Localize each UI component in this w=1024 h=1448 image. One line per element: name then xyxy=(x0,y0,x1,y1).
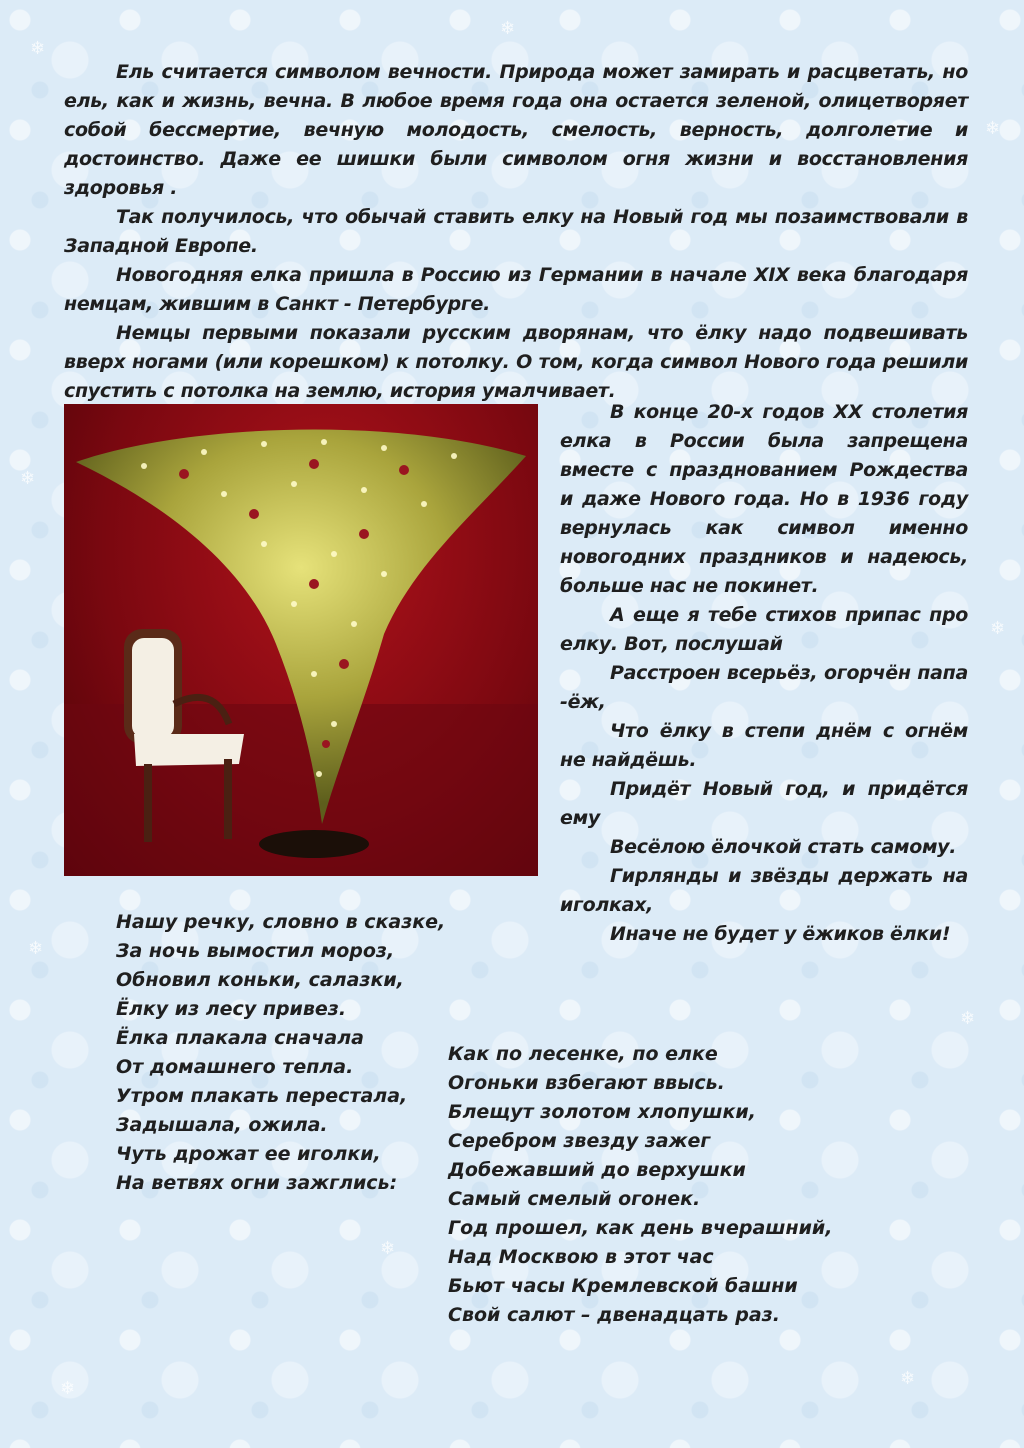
poem-line: Серебром звезду зажег xyxy=(448,1130,711,1152)
poem-line: Над Москвою в этот час xyxy=(448,1246,714,1268)
poem-line: Самый смелый огонек. xyxy=(448,1188,701,1210)
snowflake-icon: ❄ xyxy=(20,468,36,489)
poem-line: Утром плакать перестала, xyxy=(116,1085,408,1107)
poem-line: Задышала, ожила. xyxy=(116,1114,328,1136)
snowflake-icon: ❄ xyxy=(985,118,1001,139)
poem-line: На ветвях огни зажглись: xyxy=(116,1172,398,1194)
snowflake-icon: ❄ xyxy=(900,1368,916,1389)
snowflake-icon: ❄ xyxy=(960,1008,976,1029)
tree-illustration xyxy=(64,404,538,876)
side-paragraph: Расстроен всерьёз, огорчён папа -ёж, xyxy=(560,662,968,713)
snowflake-icon: ❄ xyxy=(990,618,1006,639)
intro-paragraph: Ель считается символом вечности. Природа может замирать и расцветать, но ель, как и жизнь, вечна. В любое время года она остается зеленой, олицетворяет собой бессмертие, вечную молодость, смелость, верность, долголетие и достоинство. Даже ее шишки были символом огня жизни и восстановления здоровья . xyxy=(64,61,968,199)
upside-down-tree-photo xyxy=(64,404,538,876)
snowflake-icon: ❄ xyxy=(380,1238,396,1259)
poem-right xyxy=(448,1040,868,1330)
snowflake-icon: ❄ xyxy=(500,18,516,39)
snowflake-icon: ❄ xyxy=(60,1378,76,1399)
poem-line: Свой салют – двенадцать раз. xyxy=(448,1304,780,1326)
poem-line: Обновил коньки, салазки, xyxy=(116,969,404,991)
intro-text xyxy=(64,58,968,406)
side-paragraph: Весёлою ёлочкой стать самому. xyxy=(610,836,957,858)
side-paragraph: Гирлянды и звёзды держать на иголках, xyxy=(560,865,968,916)
side-text xyxy=(560,398,968,949)
side-paragraph: Придёт Новый год, и придётся ему xyxy=(560,778,968,829)
poem-line: Чуть дрожат ее иголки, xyxy=(116,1143,381,1165)
snowflake-icon: ❄ xyxy=(30,38,46,59)
poem-line: Блещут золотом хлопушки, xyxy=(448,1101,756,1123)
intro-paragraph: Новогодняя елка пришла в Россию из Германии в начале XIX века благодаря немцам, жившим в Санкт - Петербурге. xyxy=(64,264,968,315)
side-paragraph: А еще я тебе стихов припас про елку. Вот, послушай xyxy=(560,604,968,655)
poem-line: Добежавший до верхушки xyxy=(448,1159,746,1181)
poem-line: Ёлка плакала сначала xyxy=(116,1027,364,1049)
poem-line: Нашу речку, словно в сказке, xyxy=(116,911,446,933)
poem-line: Год прошел, как день вчерашний, xyxy=(448,1217,833,1239)
snowflake-icon: ❄ xyxy=(28,938,44,959)
poem-line: Как по лесенке, по елке xyxy=(448,1043,718,1065)
poem-line: За ночь вымостил мороз, xyxy=(116,940,395,962)
side-paragraph: В конце 20-х годов XX столетия елка в России была запрещена вместе с празднованием Рождества и даже Нового года. Но в 1936 году вернулась как символ именно новогодних праздников и надеюсь, больше нас не покинет. xyxy=(560,401,968,597)
poem-line: От домашнего тепла. xyxy=(116,1056,354,1078)
intro-paragraph: Немцы первыми показали русским дворянам, что ёлку надо подвешивать вверх ногами (или корешком) к потолку. О том, когда символ Нового года решили спустить с потолка на землю, история умалчивает. xyxy=(64,322,968,402)
side-paragraph: Что ёлку в степи днём с огнём не найдёшь. xyxy=(560,720,968,771)
side-paragraph: Иначе не будет у ёжиков ёлки! xyxy=(610,923,951,945)
intro-paragraph: Так получилось, что обычай ставить елку на Новый год мы позаимствовали в Западной Европе. xyxy=(64,206,968,257)
poem-line: Бьют часы Кремлевской башни xyxy=(448,1275,798,1297)
poem-left xyxy=(116,908,446,1198)
poem-line: Ёлку из лесу привез. xyxy=(116,998,347,1020)
poem-line: Огоньки взбегают ввысь. xyxy=(448,1072,725,1094)
